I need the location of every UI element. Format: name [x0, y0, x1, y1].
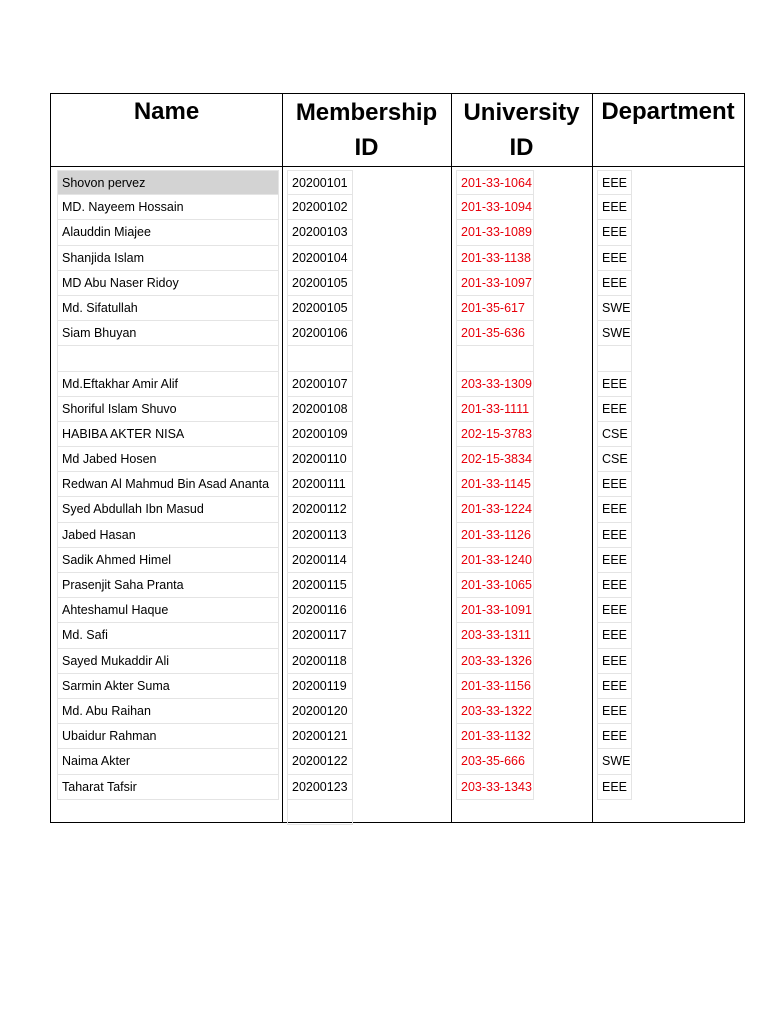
membership-id-cell[interactable]: 20200118 — [287, 649, 353, 674]
department-cell[interactable]: EEE — [597, 724, 632, 749]
university-id-cell[interactable]: 202-15-3834 — [456, 447, 534, 472]
university-id-cell[interactable]: 201-33-1224 — [456, 497, 534, 522]
university-id-cell[interactable]: 201-33-1111 — [456, 397, 534, 422]
university-id-cell[interactable]: 201-33-1240 — [456, 548, 534, 573]
department-cell[interactable]: EEE — [597, 523, 632, 548]
department-cell[interactable]: EEE — [597, 699, 632, 724]
university-id-cell[interactable]: 201-33-1094 — [456, 195, 534, 220]
university-id-cell[interactable]: 203-33-1309 — [456, 372, 534, 397]
column-divider — [282, 94, 283, 822]
name-cell[interactable]: Md. Sifatullah — [57, 296, 279, 321]
university-id-cell[interactable]: 201-33-1064 — [456, 170, 534, 195]
membership-id-cell[interactable]: 20200116 — [287, 598, 353, 623]
membership-id-cell[interactable]: 20200117 — [287, 623, 353, 648]
university-id-cell[interactable]: 201-35-636 — [456, 321, 534, 346]
name-cell[interactable]: Prasenjit Saha Pranta — [57, 573, 279, 598]
name-cell[interactable]: Sayed Mukaddir Ali — [57, 649, 279, 674]
name-cell[interactable]: HABIBA AKTER NISA — [57, 422, 279, 447]
department-cell[interactable]: CSE — [597, 422, 632, 447]
university-id-cell[interactable]: 203-33-1322 — [456, 699, 534, 724]
department-cell[interactable]: EEE — [597, 472, 632, 497]
column-divider — [592, 94, 593, 822]
university-id-cell[interactable]: 201-33-1097 — [456, 271, 534, 296]
department-cell[interactable]: SWE — [597, 749, 632, 774]
name-cell[interactable]: Md. Abu Raihan — [57, 699, 279, 724]
department-cell[interactable]: EEE — [597, 170, 632, 195]
name-cell[interactable]: Md Jabed Hosen — [57, 447, 279, 472]
membership-id-cell[interactable]: 20200107 — [287, 372, 353, 397]
name-cell[interactable]: Shoriful Islam Shuvo — [57, 397, 279, 422]
header-name: Name — [133, 98, 200, 125]
membership-id-cell[interactable]: 20200119 — [287, 674, 353, 699]
membership-id-cell[interactable] — [287, 346, 353, 371]
name-cell[interactable]: Md. Safi — [57, 623, 279, 648]
name-cell[interactable]: Alauddin Miajee — [57, 220, 279, 245]
membership-id-cell[interactable]: 20200115 — [287, 573, 353, 598]
department-cell[interactable] — [597, 346, 632, 371]
university-id-cell[interactable]: 201-33-1156 — [456, 674, 534, 699]
department-cell[interactable]: EEE — [597, 674, 632, 699]
name-cell[interactable]: Taharat Tafsir — [57, 775, 279, 800]
name-cell[interactable]: Ahteshamul Haque — [57, 598, 279, 623]
university-id-cell[interactable]: 203-33-1326 — [456, 649, 534, 674]
university-id-cell[interactable]: 203-33-1311 — [456, 623, 534, 648]
department-cell[interactable]: EEE — [597, 623, 632, 648]
department-cell[interactable]: EEE — [597, 649, 632, 674]
name-cell[interactable]: Naima Akter — [57, 749, 279, 774]
department-column — [597, 170, 632, 800]
membership-id-cell[interactable]: 20200123 — [287, 775, 353, 800]
university-id-cell[interactable]: 201-33-1132 — [456, 724, 534, 749]
university-id-cell[interactable]: 203-33-1343 — [456, 775, 534, 800]
university-id-cell[interactable]: 201-33-1138 — [456, 246, 534, 271]
department-cell[interactable]: CSE — [597, 447, 632, 472]
membership-id-cell[interactable]: 20200110 — [287, 447, 353, 472]
membership-id-cell[interactable]: 20200105 — [287, 271, 353, 296]
member-table — [50, 93, 745, 823]
name-cell[interactable]: Redwan Al Mahmud Bin Asad Ananta — [57, 472, 279, 497]
university-id-cell[interactable]: 202-15-3783 — [456, 422, 534, 447]
name-cell[interactable] — [57, 346, 279, 371]
name-cell[interactable]: Jabed Hasan — [57, 523, 279, 548]
name-cell[interactable]: Shanjida Islam — [57, 246, 279, 271]
membership-id-cell[interactable]: 20200121 — [287, 724, 353, 749]
university-id-cell[interactable]: 201-33-1126 — [456, 523, 534, 548]
department-cell[interactable]: EEE — [597, 271, 632, 296]
header-department: Department — [601, 98, 735, 125]
membership-id-cell[interactable]: 20200104 — [287, 246, 353, 271]
name-cell[interactable]: Syed Abdullah Ibn Masud — [57, 497, 279, 522]
membership-id-cell[interactable]: 20200103 — [287, 220, 353, 245]
name-cell[interactable]: Sadik Ahmed Himel — [57, 548, 279, 573]
membership-id-cell[interactable]: 20200105 — [287, 296, 353, 321]
membership-id-cell[interactable]: 20200108 — [287, 397, 353, 422]
department-cell[interactable]: EEE — [597, 598, 632, 623]
department-cell[interactable]: EEE — [597, 220, 632, 245]
column-divider — [451, 94, 452, 822]
university-id-cell[interactable]: 201-33-1091 — [456, 598, 534, 623]
department-cell[interactable]: EEE — [597, 246, 632, 271]
university-id-cell[interactable] — [456, 346, 534, 371]
department-cell[interactable]: EEE — [597, 397, 632, 422]
membership-id-cell[interactable]: 20200102 — [287, 195, 353, 220]
name-cell[interactable]: Sarmin Akter Suma — [57, 674, 279, 699]
university-id-cell[interactable]: 203-35-666 — [456, 749, 534, 774]
header-divider — [51, 166, 744, 167]
name-cell[interactable]: MD Abu Naser Ridoy — [57, 271, 279, 296]
empty-cell[interactable] — [287, 800, 353, 825]
name-cell[interactable]: Shovon pervez — [57, 170, 279, 195]
membership-id-cell[interactable]: 20200113 — [287, 523, 353, 548]
department-cell[interactable]: EEE — [597, 195, 632, 220]
membership-id-cell[interactable]: 20200120 — [287, 699, 353, 724]
department-cell[interactable]: EEE — [597, 372, 632, 397]
membership-id-cell[interactable]: 20200112 — [287, 497, 353, 522]
department-cell[interactable]: SWE — [597, 296, 632, 321]
membership-id-cell[interactable]: 20200101 — [287, 170, 353, 195]
university-id-cell[interactable]: 201-35-617 — [456, 296, 534, 321]
membership-id-cell[interactable]: 20200106 — [287, 321, 353, 346]
membership-id-cell[interactable]: 20200122 — [287, 749, 353, 774]
name-cell[interactable]: MD. Nayeem Hossain — [57, 195, 279, 220]
department-cell[interactable]: SWE — [597, 321, 632, 346]
university-id-column — [456, 170, 534, 800]
university-id-cell[interactable]: 201-33-1065 — [456, 573, 534, 598]
membership-id-cell[interactable]: 20200114 — [287, 548, 353, 573]
membership-id-cell[interactable]: 20200111 — [287, 472, 353, 497]
header-membership-id: Membership ID — [295, 99, 438, 161]
membership-id-cell[interactable]: 20200109 — [287, 422, 353, 447]
name-column — [57, 170, 279, 800]
header-university-id: University ID — [463, 99, 580, 161]
university-id-cell[interactable]: 201-33-1145 — [456, 472, 534, 497]
membership-id-column — [287, 170, 353, 825]
department-cell[interactable]: EEE — [597, 775, 632, 800]
name-cell[interactable]: Siam Bhuyan — [57, 321, 279, 346]
department-cell[interactable]: EEE — [597, 497, 632, 522]
university-id-cell[interactable]: 201-33-1089 — [456, 220, 534, 245]
name-cell[interactable]: Md.Eftakhar Amir Alif — [57, 372, 279, 397]
department-cell[interactable]: EEE — [597, 548, 632, 573]
department-cell[interactable]: EEE — [597, 573, 632, 598]
name-cell[interactable]: Ubaidur Rahman — [57, 724, 279, 749]
